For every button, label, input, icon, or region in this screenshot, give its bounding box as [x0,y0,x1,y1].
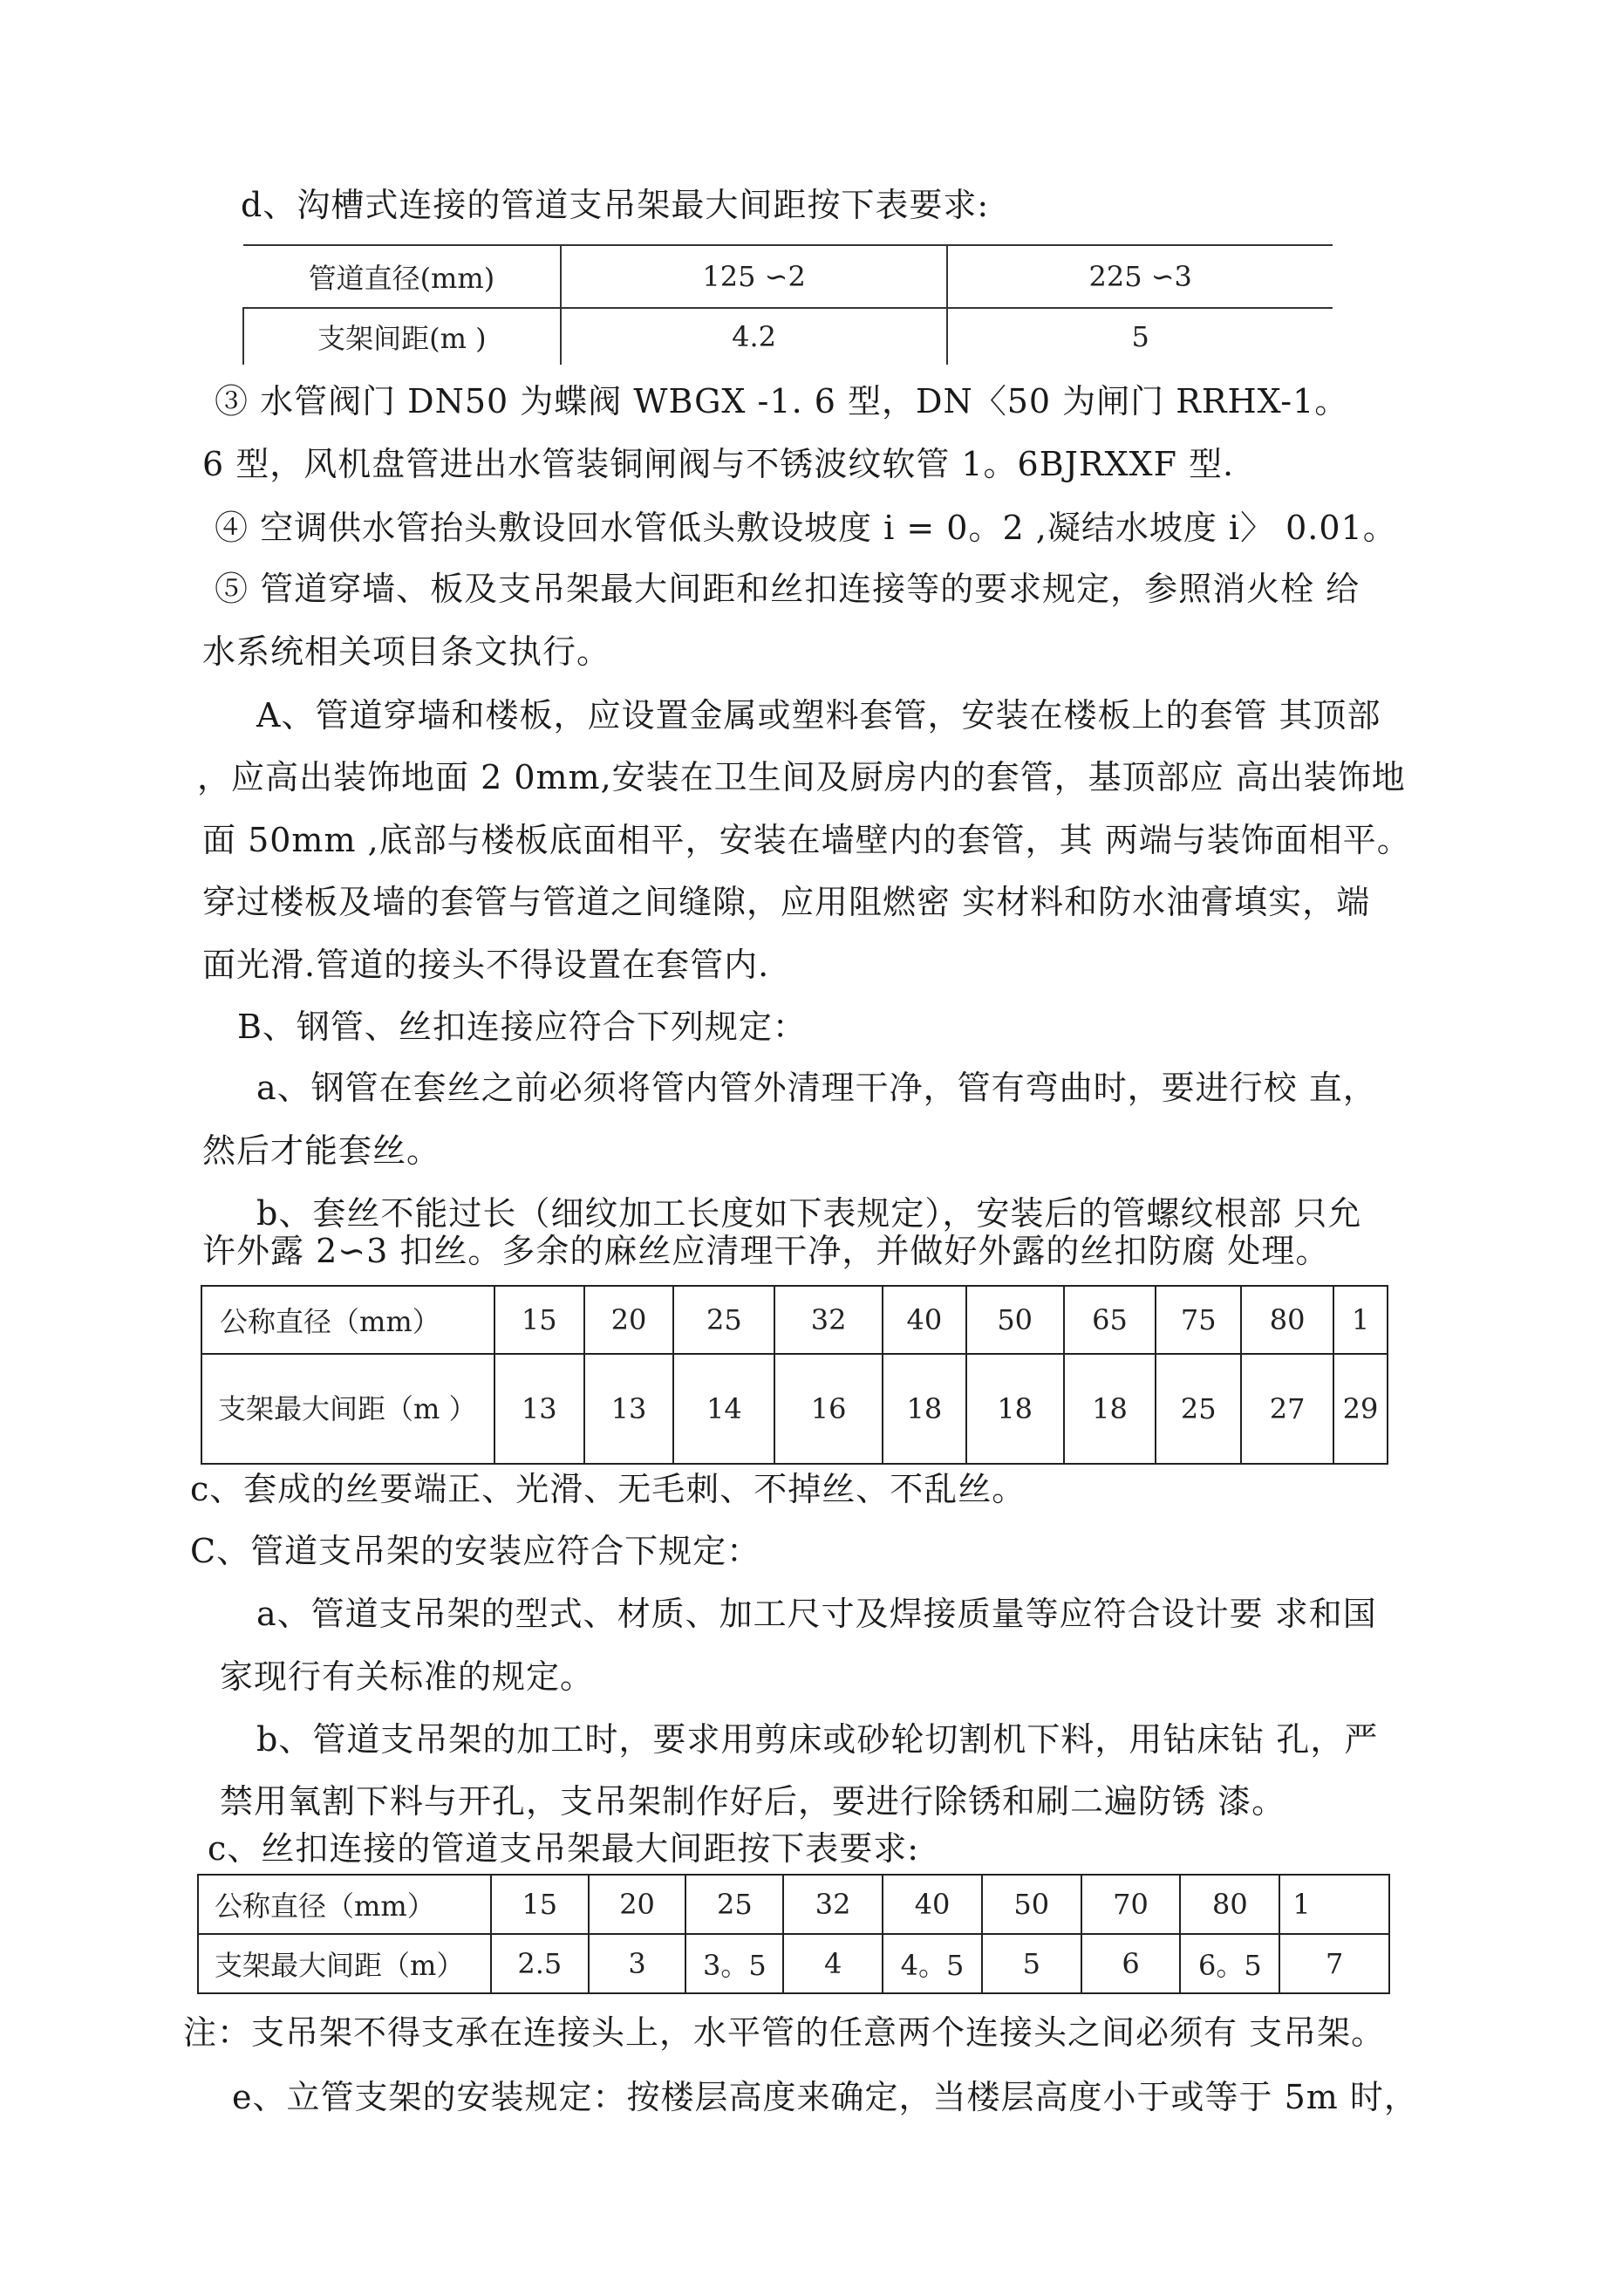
table-cell: 80 [1180,1875,1279,1934]
table-cell: 20 [589,1875,686,1934]
table-cell: 6 [1081,1934,1181,1993]
paragraph-4: ④ 空调供水管抬头敷设回水管低头敷设坡度 i = 0。2 ,凝结水坡度 i〉 0.01。 [215,509,1397,547]
table-cell: 18 [883,1354,966,1464]
table-cell: 3。5 [685,1934,783,1993]
threaded-pipe-support-table [197,1874,1390,1994]
table-cell: 支架间距(m ) [243,308,561,365]
table-cell: 4.2 [561,308,948,365]
table-cell: 25 [673,1286,774,1354]
groove-pipe-support-table [242,244,1333,365]
table-cell: 1 [1333,1286,1388,1354]
paragraph-B-b-line1: b、套丝不能过长（细纹加工长度如下表规定），安装后的管螺纹根部 只允 [256,1194,1362,1233]
table-cell: 7 [1279,1934,1389,1993]
paragraph-C-b-line2: 禁用氧割下料与开孔，支吊架制作好后，要进行除锈和刷二遍防锈 漆。 [220,1782,1286,1821]
paragraph-C-c: c、丝扣连接的管道支吊架最大间距按下表要求: [208,1829,920,1868]
table-cell: 1 [1279,1875,1389,1934]
paragraph-A-line5: 面光滑.管道的接头不得设置在套管内. [202,946,770,984]
table-cell: 管道直径(mm) [243,245,561,308]
table-row [198,1934,1389,1993]
paragraph-B-b-line2: 许外露 2∽3 扣丝。多余的麻丝应清理干净，并做好外露的丝扣防腐 处理。 [202,1232,1330,1270]
table-cell: 80 [1241,1286,1333,1354]
table-cell: 13 [494,1354,584,1464]
paragraph-e: e、立管支架的安装规定：按楼层高度来确定，当楼层高度小于或等于 5m 时， [232,2078,1418,2116]
paragraph-C-a-line2: 家现行有关标准的规定。 [220,1657,595,1696]
paragraph-5-line1: ⑤ 管道穿墙、板及支吊架最大间距和丝扣连接等的要求规定，参照消火栓 给 [215,570,1360,608]
table-cell: 40 [883,1875,982,1934]
table-cell: 5 [982,1934,1081,1993]
table-cell: 2.5 [491,1934,589,1993]
table-cell: 50 [966,1286,1064,1354]
table-cell: 18 [966,1354,1064,1464]
paragraph-B-c: c、套成的丝要端正、光滑、无毛刺、不掉丝、不乱丝。 [190,1470,1026,1508]
table-cell: 25 [1156,1354,1241,1464]
table-cell: 4 [783,1934,883,1993]
table-row [198,1875,1389,1934]
table-cell: 125 ∽2 [561,245,948,308]
table-cell: 40 [883,1286,966,1354]
table-cell: 32 [774,1286,883,1354]
table-cell: 29 [1333,1354,1388,1464]
paragraph-C: C、管道支吊架的安装应符合下规定： [190,1532,761,1570]
paragraph-A-line4: 穿过楼板及墙的套管与管道之间缝隙，应用阻燃密 实材料和防水油膏填实，端 [202,883,1371,921]
paragraph-5-line2: 水系统相关项目条文执行。 [202,632,611,671]
paragraph-A-line2: ，应高出装饰地面 2 0mm,安装在卫生间及厨房内的套管，基顶部应 高出装饰地 [197,758,1406,796]
table-cell: 18 [1064,1354,1156,1464]
table-cell: 70 [1081,1875,1181,1934]
paragraph-3-line1: ③ 水管阀门 DN50 为蝶阀 WBGX -1. 6 型，DN〈50 为闸门 RRHX-1。 [215,382,1349,420]
table-row [201,1286,1388,1354]
paragraph-A-line1: A、管道穿墙和楼板，应设置金属或塑料套管，安装在楼板上的套管 其顶部 [256,696,1381,735]
table-cell: 14 [673,1354,774,1464]
paragraph-A-line3: 面 50mm ,底部与楼板底面相平，安装在墙壁内的套管，其 两端与装饰面相平。 [202,821,1411,859]
table-cell: 6。5 [1180,1934,1279,1993]
table-cell: 15 [494,1286,584,1354]
table-cell: 27 [1241,1354,1333,1464]
table-cell: 5 [947,308,1333,365]
table-row-label: 支架最大间距（m ） [201,1354,494,1464]
table-cell: 25 [685,1875,783,1934]
table-cell: 4。5 [883,1934,982,1993]
table-cell: 3 [589,1934,686,1993]
paragraph-3-line2: 6 型，风机盘管进出水管装铜闸阀与不锈波纹软管 1。6BJRXXF 型. [202,445,1235,483]
paragraph-B-a-line1: a、钢管在套丝之前必须将管内管外清理干净，管有弯曲时，要进行校 直， [256,1069,1377,1107]
table-row-label: 支架最大间距（m） [198,1934,491,1993]
paragraph-B-a-line2: 然后才能套丝。 [202,1131,441,1170]
table-row [243,308,1333,365]
paragraph-C-b-line1: b、管道支吊架的加工时，要求用剪床或砂轮切割机下料，用钻床钻 孔，严 [256,1720,1379,1759]
table-cell: 16 [774,1354,883,1464]
table-cell: 225 ∽3 [947,245,1333,308]
paragraph-C-a-line1: a、管道支吊架的型式、材质、加工尺寸及焊接质量等应符合设计要 求和国 [256,1595,1377,1633]
table-cell: 13 [584,1354,674,1464]
paragraph-B: B、钢管、丝扣连接应符合下列规定： [237,1008,807,1046]
table-row [243,245,1333,308]
thread-length-table [201,1285,1388,1465]
table-row [201,1354,1388,1464]
table-cell: 75 [1156,1286,1241,1354]
table-cell: 15 [491,1875,589,1934]
table-cell: 65 [1064,1286,1156,1354]
table-header-label: 公称直径（mm） [201,1286,494,1354]
table-cell: 32 [783,1875,883,1934]
table-cell: 50 [982,1875,1081,1934]
paragraph-d: d、沟槽式连接的管道支吊架最大间距按下表要求: [241,186,990,224]
note-paragraph: 注：支吊架不得支承在连接头上，水平管的任意两个连接头之间必须有 支吊架。 [183,2013,1386,2052]
table-cell: 20 [584,1286,674,1354]
table-header-label: 公称直径（mm） [198,1875,491,1934]
